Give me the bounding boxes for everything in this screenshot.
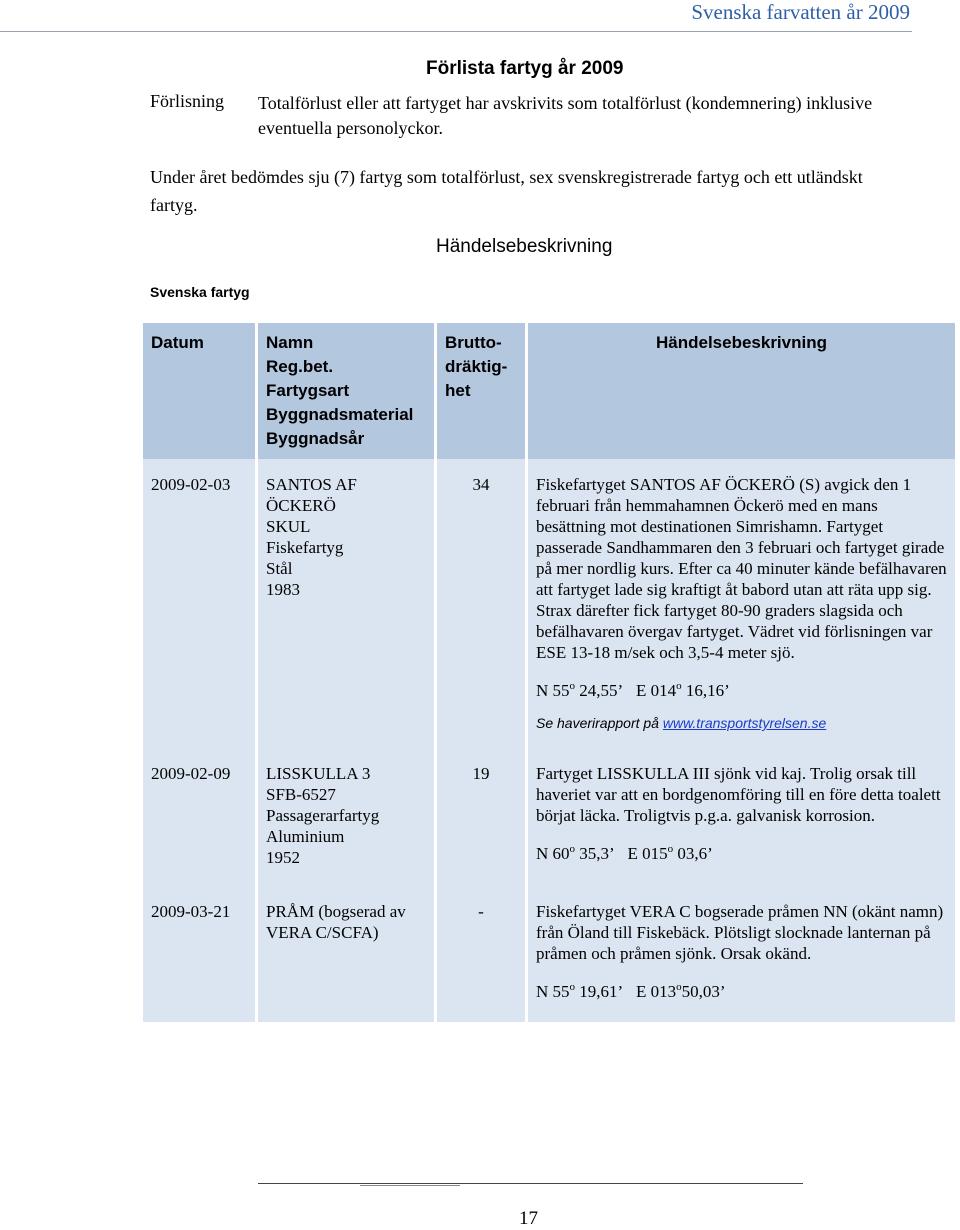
- page-number: 17: [519, 1208, 538, 1229]
- floating-heading: Händelsebeskrivning: [436, 236, 613, 257]
- ship-line: SFB-6527: [266, 785, 336, 804]
- header-ship-line: Fartygsart: [266, 381, 350, 400]
- ship-line: Passagerarfartyg: [266, 806, 380, 825]
- definition-text: Totalförlust eller att fartyget har avskrivits som totalförlust (kondemnering) inklusive eventuella personolyckor.: [258, 93, 873, 138]
- cell-ship: [258, 901, 434, 1022]
- header-ship-line: Byggnadsmaterial: [266, 405, 414, 424]
- cell-date: 2009-03-21: [143, 901, 255, 1022]
- ship-line: PRÅM (bogserad av: [266, 902, 406, 921]
- cell-tonnage: 19: [437, 763, 525, 886]
- report-link[interactable]: www.transportstyrelsen.se: [662, 715, 827, 731]
- header-tonnage: [437, 323, 525, 459]
- header-ship-line: Namn: [266, 333, 314, 352]
- cell-tonnage: 34: [437, 474, 525, 748]
- page-title: Förlista fartyg år 2009: [426, 58, 624, 79]
- header-ship-line: Reg.bet.: [266, 357, 334, 376]
- running-header: Svenska farvatten år 2009: [691, 0, 910, 24]
- ship-line: Aluminium: [266, 827, 345, 846]
- cell-ship: [258, 763, 434, 886]
- cell-event: [528, 901, 955, 1022]
- report-reference: Se haverirapport på www.transportstyrelsen.se: [536, 715, 827, 731]
- header-ship-line: Byggnadsår: [266, 429, 365, 448]
- header-event: Händelsebeskrivning: [528, 323, 955, 459]
- ship-line: LISSKULLA 3: [266, 764, 371, 783]
- position-coordinates: N 55$^o$ 24,55’ E 014$^o$ 16,16’: [536, 680, 730, 700]
- cell-date: 2009-02-09: [143, 763, 255, 886]
- ship-line: 1952: [266, 848, 300, 867]
- ship-line: Fiskefartyg: [266, 538, 344, 557]
- header-date: Datum: [143, 323, 255, 459]
- table-row: [143, 763, 955, 886]
- position-coordinates: N 55$^o$ 19,61’ E 013$^o$50,03’: [536, 981, 726, 1001]
- ship-line: VERA C/SCFA): [266, 923, 379, 942]
- ship-line: 1983: [266, 580, 300, 599]
- event-text: Fartyget LISSKULLA III sjönk vid kaj. Trolig orsak till haveriet var att en bordgenomföring till en före detta toalett börjat läcka. Troligtvis p.g.a. galvanisk korrosion.: [536, 764, 941, 825]
- cell-event: [528, 763, 955, 886]
- table-header-row: [143, 323, 955, 459]
- ship-line: Stål: [266, 559, 293, 578]
- header-tonnage-line: dräktig-: [445, 357, 508, 376]
- ship-line: ÖCKERÖ: [266, 496, 336, 515]
- event-text: Fiskefartyget SANTOS AF ÖCKERÖ (S) avgick den 1 februari från hemmahamnen Öckerö med en mans besättning mot destinationen Simrishamn. Fartyget passerade Sandhammaren den 3 februari och fartyget girade på mer nordlig kurs. Efter ca 40 minuter kände befälhavaren att fartyget lade sig kraftigt åt babord utan att räta upp sig. Strax därefter fick fartyget 80-90 graders slagsida och befälhavaren övergav fartyget. Vädret vid förlisningen var ESE 13-18 m/sek och 3,5-4 meter sjö.: [536, 475, 947, 662]
- cell-tonnage: -: [437, 901, 525, 1022]
- header-tonnage-line: het: [445, 381, 471, 400]
- ship-line: SANTOS AF: [266, 475, 357, 494]
- vessel-table: [140, 323, 958, 1022]
- definition-term: Förlisning: [150, 91, 225, 111]
- cell-ship: [258, 474, 434, 748]
- table-row: [143, 474, 955, 748]
- position-coordinates: N 60$^o$ 35,3’ E 015$^o$ 03,6’: [536, 843, 713, 863]
- ship-line: SKUL: [266, 517, 311, 536]
- header-ship: [258, 323, 434, 459]
- cell-event: [528, 474, 955, 748]
- event-text: Fiskefartyget VERA C bogserade pråmen NN (okänt namn) från Öland till Fiskebäck. Plötsligt slocknade lanternan på pråmen och pråmen sjönk. Orsak okänd.: [536, 902, 944, 963]
- table-row: [143, 901, 955, 1022]
- section-label: Svenska fartyg: [150, 284, 250, 300]
- footer-rule-accent: [360, 1185, 460, 1186]
- footer-rule: [258, 1183, 803, 1184]
- header-rule: [0, 31, 912, 32]
- header-tonnage-line: Brutto-: [445, 333, 502, 352]
- intro-paragraph: Under året bedömdes sju (7) fartyg som totalförlust, sex svenskregistrerade fartyg och ett utländskt fartyg.: [150, 167, 863, 215]
- cell-date: 2009-02-03: [143, 474, 255, 748]
